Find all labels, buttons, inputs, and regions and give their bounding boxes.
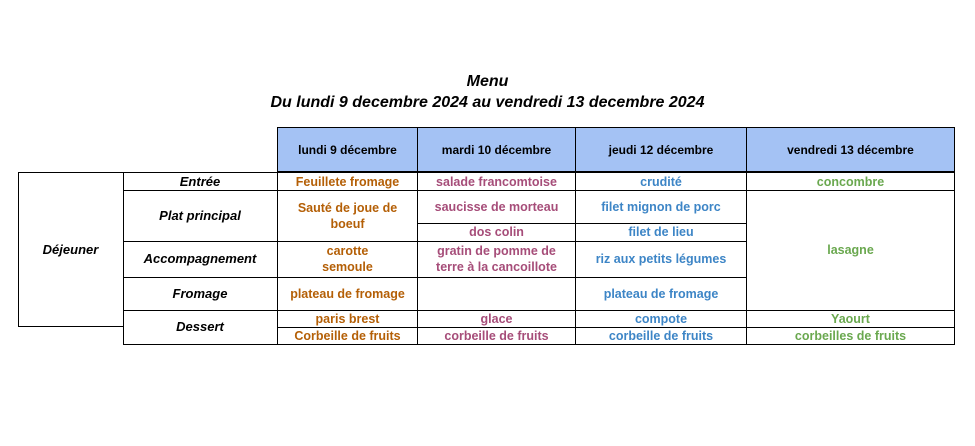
header-vendredi: vendredi 13 décembre	[746, 127, 955, 172]
lundi-dessert-1: paris brest	[315, 311, 380, 326]
vendredi-entree: concombre	[816, 174, 885, 189]
row-label-dessert: Dessert	[176, 319, 224, 334]
row-label-plat: Plat principal	[159, 207, 241, 223]
lundi-dessert-2: Corbeille de fruits	[294, 328, 401, 343]
mardi-plat-2: dos colin	[469, 225, 524, 239]
header-lundi: lundi 9 décembre	[277, 127, 418, 172]
vendredi-dessert-2: corbeilles de fruits	[794, 328, 907, 343]
meal-label: Déjeuner	[42, 241, 99, 257]
vendredi-plat: lasagne	[827, 243, 874, 257]
header-mardi: mardi 10 décembre	[417, 127, 576, 172]
lundi-entree: Feuillete fromage	[295, 174, 400, 189]
vendredi-dessert-1: Yaourt	[831, 311, 870, 326]
grid-line	[123, 344, 955, 345]
mardi-accompagnement: gratin de pomme de terre à la cancoillote	[436, 244, 557, 274]
lundi-accompagnement-2: semoule	[322, 260, 373, 274]
jeudi-dessert-1: compote	[634, 311, 688, 326]
header-jeudi: jeudi 12 décembre	[575, 127, 747, 172]
jeudi-entree: crudité	[640, 174, 682, 189]
menu-title: Menu	[466, 73, 509, 90]
row-label-fromage: Fromage	[172, 285, 228, 301]
mardi-entree: salade francomtoise	[436, 174, 557, 189]
lundi-accompagnement-1: carotte	[326, 244, 369, 258]
jeudi-plat-1: filet mignon de porc	[601, 199, 721, 214]
mardi-dessert-1: glace	[480, 311, 513, 326]
mardi-plat-1: saucisse de morteau	[434, 199, 559, 214]
row-label-accompagnement: Accompagnement	[143, 251, 257, 266]
lundi-fromage: plateau de fromage	[290, 286, 405, 301]
jeudi-fromage: plateau de fromage	[603, 286, 719, 301]
lundi-plat: Sauté de joue de boeuf	[297, 200, 398, 231]
menu-date-range: Du lundi 9 decembre 2024 au vendredi 13 decembre 2024	[270, 94, 705, 111]
jeudi-dessert-2: corbeille de fruits	[608, 328, 714, 343]
mardi-dessert-2: corbeille de fruits	[444, 328, 549, 343]
row-label-entree: Entrée	[179, 173, 221, 189]
jeudi-plat-2: filet de lieu	[628, 225, 694, 239]
jeudi-accompagnement: riz aux petits légumes	[595, 252, 727, 266]
